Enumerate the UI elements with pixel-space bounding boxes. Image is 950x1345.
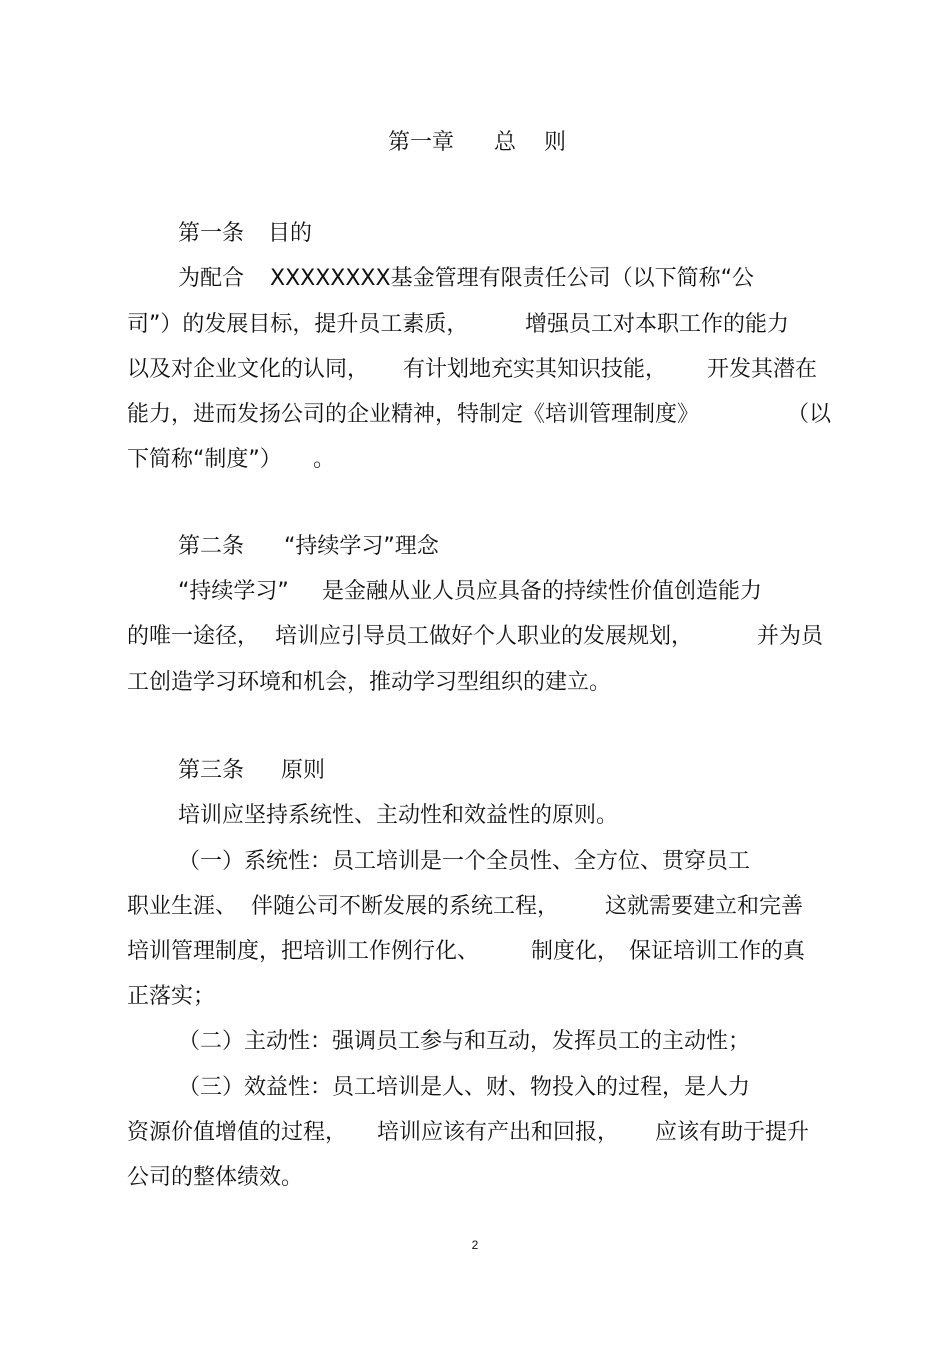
- text-segment: 并为员: [757, 624, 824, 649]
- text-segment: 以及对企业文化的认同，: [127, 357, 370, 382]
- text-segment: 这就需要建立和完善: [605, 894, 804, 919]
- text-segment: 正落实；: [127, 984, 216, 1009]
- article1-heading-number: 第一条: [178, 221, 245, 246]
- article1-heading-title: 目的: [268, 221, 313, 246]
- article3-item3-line-2: [127, 1120, 810, 1146]
- text-segment: 保证培训工作的真: [629, 939, 806, 964]
- article1-line-4: [127, 402, 832, 428]
- text-segment: 培训管理制度，把培训工作例行化、: [127, 939, 480, 964]
- article2-heading-title: “持续学习”理念: [284, 534, 439, 559]
- article3-heading-number: 第三条: [178, 758, 245, 783]
- chapter-label: 第一章: [388, 130, 455, 155]
- article1-line-1: [178, 266, 754, 292]
- article3-item3-line-3: [127, 1165, 304, 1191]
- article3-item1-line-2: [127, 894, 804, 920]
- article3-item3-line-1: [178, 1075, 751, 1101]
- article3-item1-line-4: [127, 984, 216, 1010]
- text-segment: 。: [313, 447, 336, 472]
- text-segment: 开发其潜在: [707, 357, 818, 382]
- text-segment: 公司的整体绩效。: [127, 1165, 304, 1190]
- text-segment: 司”）的发展目标，提升员工素质，: [127, 312, 469, 337]
- text-segment: 应该有助于提升: [655, 1120, 810, 1145]
- text-segment: 下简称“制度”）: [127, 447, 282, 472]
- article1-line-2: [127, 312, 790, 338]
- text-segment: 职业生涯、: [127, 894, 238, 919]
- article2-heading-number: 第二条: [178, 534, 245, 559]
- text-segment: 资源价值增值的过程，: [127, 1120, 348, 1145]
- text-segment: 增强员工对本职工作的能力: [525, 312, 790, 337]
- article2-heading: [178, 534, 439, 560]
- article1-heading: [178, 221, 313, 247]
- text-segment: （以: [787, 402, 832, 427]
- article2-line-2: [127, 624, 824, 650]
- text-segment: 的唯一途径，: [127, 624, 260, 649]
- text-segment: 制度化，: [531, 939, 620, 964]
- text-segment: （三）效益性：员工培训是人、财、物投入的过程，是人力: [178, 1075, 751, 1100]
- chapter-title-char-1: 总: [494, 130, 517, 155]
- text-segment: 培训应引导员工做好个人职业的发展规划，: [275, 624, 694, 649]
- page-number: 2: [471, 1238, 479, 1252]
- text-segment: 能力，进而发扬公司的企业精神，特制定《培训管理制度》: [127, 402, 700, 427]
- chapter-heading: [388, 130, 567, 260]
- article3-heading: [178, 758, 326, 784]
- article1-line-5: [127, 447, 336, 473]
- text-segment: 是金融从业人员应具备的持续性价值创造能力: [322, 579, 763, 604]
- text-segment: XXXXXXXX基金管理有限责任公司（以下简称“公: [270, 266, 754, 291]
- article3-heading-title: 原则: [281, 758, 326, 783]
- article3-item1-line-3: [127, 939, 806, 965]
- text-segment: 伴随公司不断发展的系统工程，: [251, 894, 560, 919]
- text-segment: 培训应该有产出和回报，: [377, 1120, 620, 1145]
- text-segment: “持续学习”: [178, 579, 289, 604]
- text-segment: 有计划地充实其知识技能，: [403, 357, 668, 382]
- article3-item2: （二）主动性：强调员工参与和互动，发挥员工的主动性；: [178, 1029, 751, 1054]
- chapter-title-char-2: 则: [544, 130, 567, 155]
- article1-line-3: [127, 357, 818, 383]
- text-segment: 工创造学习环境和机会，推动学习型组织的建立。: [127, 670, 612, 695]
- article3-intro: 培训应坚持系统性、主动性和效益性的原则。: [178, 803, 619, 828]
- article2-line-1: [178, 579, 763, 605]
- article2-line-3: [127, 670, 612, 696]
- text-segment: 为配合: [178, 266, 245, 291]
- article3-item1-line-1: [178, 849, 751, 875]
- text-segment: （一）系统性：员工培训是一个全员性、全方位、贯穿员工: [178, 849, 751, 874]
